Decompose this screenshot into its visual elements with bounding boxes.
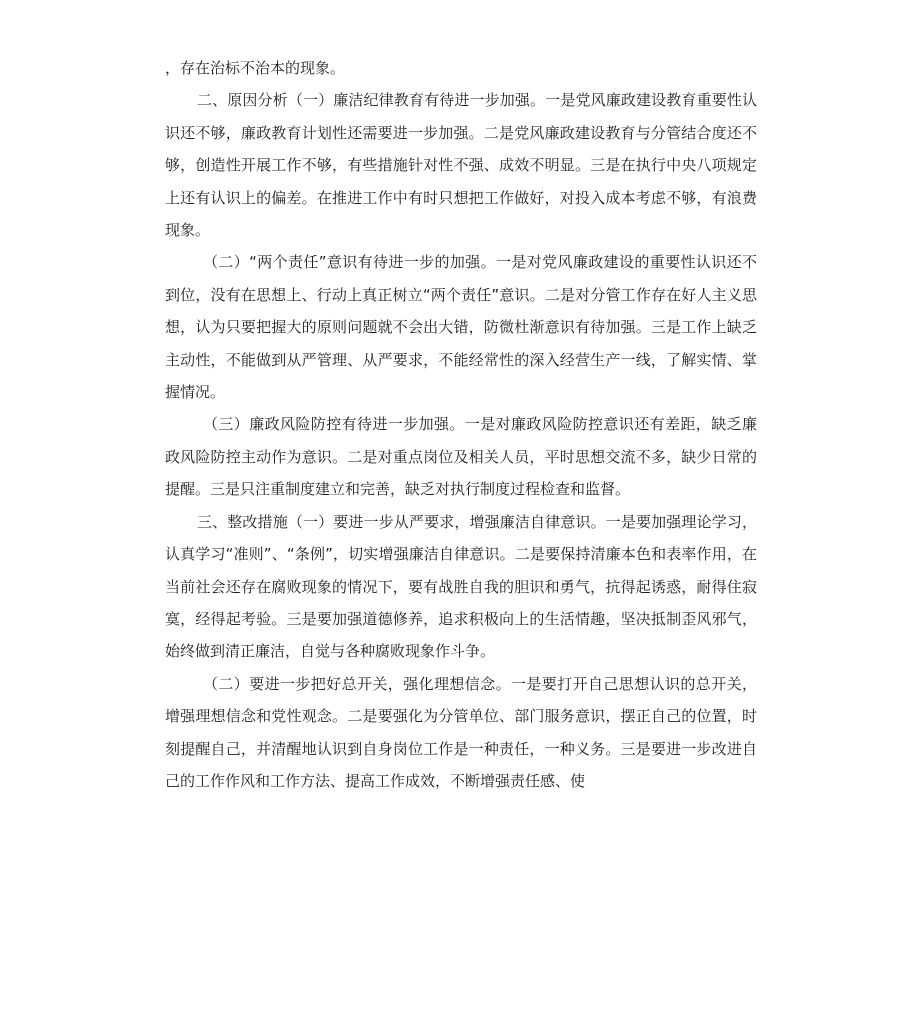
paragraph-cause-analysis-2: （二）“两个责任”意识有待进一步的加强。一是对党风廉政建设的重要性认识还不到位，没有在思想上、行动上真正树立“两个责任”意识。二是对分管工作存在好人主义思想，认为只要把握大的原则问题就不会出大错，防微杜渐意识有待加强。三是工作上缺乏主动性，不能做到从严管理、从严要求，不能经常性的深入经营生产一线，了解实情、掌握情况。 [165, 253, 757, 402]
document-page [165, 52, 757, 797]
paragraph-continuation: ，存在治标不治本的现象。 [165, 59, 346, 77]
paragraph-rectification-2: （二）要进一步把好总开关，强化理想信念。一是要打开自己思想认识的总开关，增强理想信念和党性观念。二是要强化为分管单位、部门服务意识，摆正自己的位置，时刻提醒自己，并清醒地认识到自身岗位工作是一种责任，一种义务。三是要进一步改进自己的工作作风和工作方法、提高工作成效，不断增强责任感、使 [165, 674, 757, 790]
paragraph-cause-analysis-3: （三）廉政风险防控有待进一步加强。一是对廉政风险防控意识还有差距，缺乏廉政风险防控主动作为意识。二是对重点岗位及相关人员，平时思想交流不多，缺少日常的提醒。三是只注重制度建立和完善，缺乏对执行制度过程检查和监督。 [165, 415, 757, 499]
paragraph-cause-analysis-1: 二、原因分析（一）廉洁纪律教育有待进一步加强。一是党风廉政建设教育重要性认识还不够，廉政教育计划性还需要进一步加强。二是党风廉政建设教育与分管结合度还不够，创造性开展工作不够，有些措施针对性不强、成效不明显。三是在执行中央八项规定上还有认识上的偏差。在推进工作中有时只想把工作做好，对投入成本考虑不够，有浪费现象。 [165, 91, 757, 240]
paragraph-rectification-1: 三、整改措施（一）要进一步从严要求，增强廉洁自律意识。一是要加强理论学习，认真学习“准则”、“条例”，切实增强廉洁自律意识。二是要保持清廉本色和表率作用，在当前社会还存在腐败现象的情况下，要有战胜自我的胆识和勇气，抗得起诱惑，耐得住寂寞，经得起考验。三是要加强道德修养，追求积极向上的生活情趣，坚决抵制歪风邪气，始终做到清正廉洁，自觉与各种腐败现象作斗争。 [165, 512, 757, 661]
